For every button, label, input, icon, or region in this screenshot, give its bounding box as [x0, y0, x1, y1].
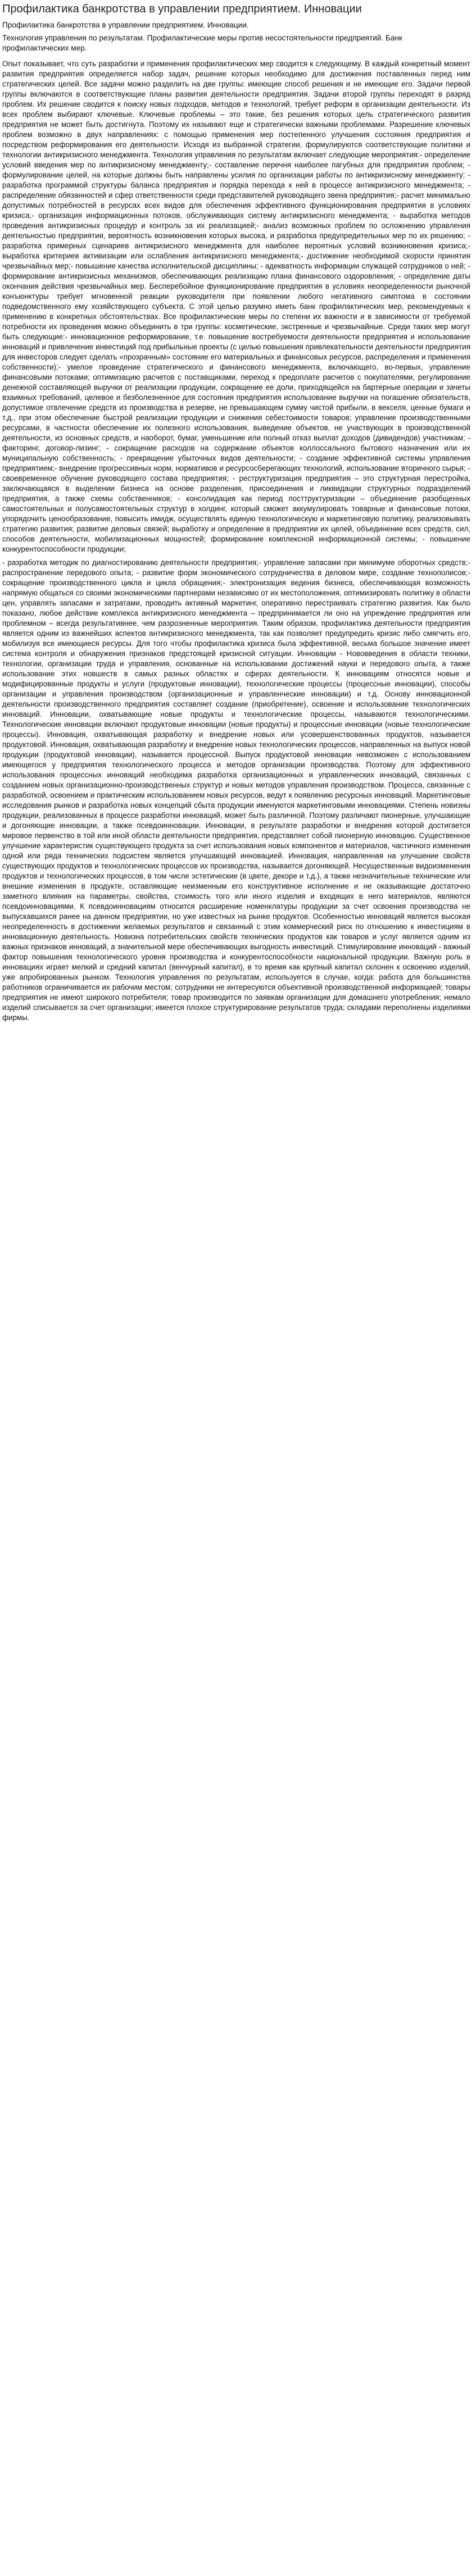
page-title: Профилактика банкротства в управлении предприятием. Инновации — [2, 3, 362, 15]
meta-line-description: Технология управления по результатам. Профилактические меры против несостоятельности предприятий. Банк профилактических мер. — [2, 34, 402, 52]
article-meta — [2, 20, 470, 53]
article-paragraph: Опыт показывает, что суть разработки и применения профилактических мер сводится к следующему. В каждый конкретный момент развития предприятия определяется набор задач, решение которых необходимо для достижения поставленных перед ним стратегических целей. Все задачи можно разделить на две группы: имеющие способ решения и не имеющие его. Задачи первой группы включаются в соответствующие планы развития деятельности предприятия. Задачи второй группы переходят в разряд проблем. Их решение сводится к поиску новых подходов, методов и технологий, требует реформ в организации деятельности. Из всех проблем выбирают ключевые. Ключевые проблемы – это такие, без решения которых цель стратегического развития предприятия не может быть достигнута. Поэтому их называют еще и стратегически важными проблемами. Разрешение ключевых проблем возможно в двух направлениях: с помощью применения мер постепенного улучшения состояния предприятия и посредством реформирования его деятельности. Исходя из выбранной стратегии, формулируются соответствующие политики и технологии антикризисного менеджмента. Технология управления по результатам включает следующие мероприятия:- определение условий введения мер по антикризисному менеджменту;- составление перечня наиболее пагубных для предприятия проблем; - формулирование целей, на которые должны быть направлены усилия по организации работы по антикризисному менеджменту; - разработка программой структуры баланса предприятия и порядка перехода к ней в процессе антикризисного менеджмента; - распределение обязанностей и сфер ответственности среди представителей руководящего звена предприятия;- расчет минимально допустимых потребностей в ресурсах всех видов для обеспечения эффективного функционирования предприятия в условиях кризиса;- организация информационных потоков, обслуживающих систему антикризисного менеджмента; - выработка методов проведения антикризисных процедур и контроль за их реализацией;- анализ возможных проблем по осложнению управления деятельностью предприятия, вероятность возникновения которых высока, и разработка предупредительных мер по их решению; - разработка примерных сценариев антикризисного менеджмента для наиболее вероятных условий возникновения кризиса;- выработка критериев активизации или ослабления антикризисного менеджмента;- достижение необходимой скорости принятия чрезвычайных мер;- повышение качества исполнительской дисциплины; - адекватность информации служащей сотрудников о ней; - формирование антикризисных механизмов, обеспечивающих реализацию плана финансового оздоровления; - определение даты окончания действия чрезвычайных мер. Бесперебойное функционирование предприятия в условиях неопределенности рыночной конъюнктуры требует мгновенной реакции руководителя при появлении любого негативного симптома в состоянии подведомственного ему хозяйствующего субъекта. С этой целью разумно иметь банк профилактических мер, рекомендуемых к применению в конкретных обстоятельствах. Все профилактические меры по степени их важности и в зависимости от требуемой потребности их проведения можно объединить в три группы: косметические, экстренные и чрезвычайные. Среди таких мер могут быть следующие:- инновационное реформирование, т.е. повышение востребуемости деятельности предприятия и использование инноваций и привлечение инвестиций под прибыльные проекты (с целью повышения привлекательности деятельности предприятия для инвесторов следует сделать «прозрачным» состояние его материальных и финансовых ресурсов, распределения и применения собственности);- умелое проведение стратегического и финансового менеджмента, включающего, во-первых, управление финансовыми потоками; оптимизацию расчетов с поставщиками, переход к предоплате расчетов с покупателями, регулирование денежной составляющей выручки от реализации продукции, сокращение ее доли, приходящейся на бартерные операции и зачеты взаимных требований, целевое и безболезненное для состояния предприятия использование выручки на погашение обязательств, допустимое отвлечение средств из производства в резерве, не превышающем сумму чистой прибыли, в векселя, ценные бумаги и т.д., при этом обеспечение быстрой реализации продукции и снижения себестоимости товаров; управление производственными ресурсами, в частности обеспечение их полезного использования, выведение объектов, не участвующих в производственной деятельности, из основных средств, и наоборот, бумаг, уменьшение или полный отказ выплат доходов (дивидендов) участникам; - факторинг, договор-лизинг; - сокращение расходов на содержание объектов коллоссального бытового назначения или их муниципальную собственность; - прекращение убыточных видов деятельности; - создание эффективной системы управления предприятием;- внедрение прогрессивных норм, нормативов и ресурсосберегающих технологий, использование вторичного сырья; - своевременное обучение руководящего состава предприятия; - реструктуризация предприятия – это структурная перестройка, заключающаяся в выделении бизнеса на основе разделения, присоединения и ликвидации структурных подразделений предприятия, а также схемы собственников; - консолидация как период посттруктуризации – объединение разобщенных самостоятельных и полусамостоятельных структур в холдинг, который сможет аккумулировать товарные и финансовые потоки, упорядочить ценообразование, повысить имидж, осуществлять единую технологическую и маркетинговую политику, реализовывать стратегию развития; развитие деловых связей; выработку и определение в предприятии их целей, объединение всех средств, сил, способов деятельности, мобилизационных мощностей; формирование комплексной информационной системы; - повышение конкурентоспособности продукции; — [2, 60, 470, 553]
article-body — [2, 59, 470, 1023]
meta-line-keywords: Профилактика банкротства в управлении предприятием. Инновации. — [2, 21, 249, 29]
article-paragraph: - разработка методик по диагностированию деятельности предприятия;- управление запасами при минимуме оборотных средств;- распространение передового опыта; - развитие форм экономического сотрудничества в деловом мире, создание технополисов;- сокращение производственного цикла и цикла обращения;- электронизация ведения бизнеса, обеспечивающая возможность напрямую общаться со своими экономическими партнерами независимо от их местоположения, оптимизировать политику в области цен, управлять запасами и затратами, проводить активный маркетинг, оперативно перестраивать стратегию развития. Как было показано, любое действие комплекса антикризисного менеджмента – предпринимается ли оно на упреждение предприятия или проблемном – всегда результативнее, чем разрозненные мероприятия. Таким образом, профилактика деятельности предприятия является одним из важнейших аспектов антикризисного менеджмента, так как позволяет предупредить кризис либо смягчить его, мобилизуя все имеющиеся ресурсы. Для того чтобы профилактика кризиса была эффективной, весьма большое значение имеет система контроля и обнаружения признаков предстоящей кризисной ситуации. Инновации - Нововведения в области техники, технологии, организации труда и управления, основанные на использовании достижений науки и передового опыта, а также использование этих новшеств в самых разных областях и сферах деятельности. К инновациям относятся новые и модифицированные продукты и услуги (продуктовые инновации), технологические процессы (процессные инновации), способы организации и управления производством (организационные и управленческие инновации) и т.д. Основу инновационной деятельности производственного предприятия составляет создание (приобретение), освоение и использование технологических инноваций. Инновации, охватывающие новые продукты и технологические процессы, называются технологическими. Технологические инновации включают продуктовые инновации (новые продукты) и процессные инновации (новые технологические процессы). Инновация, охватывающая разработку и внедрение новых или усовершенствованных продуктов, называется продуктовой. Инновация, охватывающая разработку и внедрение новых технологических процессов, направленных на выпуск новой продукции (продуктовой инновации), называется процессной. Выпуск продуктовой инновации невозможен с использованием имеющегося у предприятия технологического процесса и методов организации производства. Поэтому для эффективного использования процессных инноваций необходима разработка организационных и управленческих инноваций, связанных с созданием новых организационно-производственных структур и новых методов управления производством. Процесса, связанные с разработкой, освоением и практическим использованием новых ресурсов, ведут к появлению ресурсных инноваций. Маркетинговые исследования рынков и разработка новых концепций сбыта продукции именуются маркетинговыми инновациями. Степень новизны продукции, реализованных в процессе разработки инноваций, может быть различной. Поэтому различают пионерные, улучшающие и догоняющие инновации, а также псевдоинновации. Инновации, в результате разработки и внедрения которой достигается мировое первенство в той или иной области деятельности предприятия, представляет собой пионерную инновацию. Существенное улучшение характеристик существующего продукта за счет использования новых компонентов и материалов, частичного изменения одной или ряда технических подсистем является улучшающей инновацией. Инновация, направленная на улучшение свойств существующих продуктов и технологических процессов их производства, называется догоняющей. Несущественные видоизменения продуктов и технологических процессов, в том числе эстетические (в цвете, декоре и т.д.), а также незначительные технические или внешние изменения в продукте, оставляющие неизменным его конструктивное исполнение и не оказывающие достаточно заметного влияния на параметры, свойства, стоимость того или иного изделия и входящих в него материалов, являются псевдоинновациями. К псевдоинновациям относится расширение номенклатуры продукции за счет освоения производства не выпускавшихся ранее на данном предприятии, но уже известных на рынке продуктов. Особенностью инноваций является высокая неопределенность в достижении желаемых результатов и связанный с этим коммерческий риск по отношению к инвестициям в инновационную деятельность. Новизна потребительских свойств технических продуктов как товаров и услуг является одним из важных признаков инноваций, а значительной мере обеспечивающих выгодность инвестиций. Стимулирование инноваций - важный фактор повышения технологического уровня производства и конкурентоспособности национальной продукции. Важную роль в инновациях играет мелкий и средний капитал (венчурный капитал), в то время как крупный капитал склонен к освоению изделий, уже апробированных рынком. Технология управления по результатам, используется в случае, когда: работа для большинства работников ограничивается их рабочим местом; сотрудники не интересуются объективной производственной информацией; товары предприятия не имеют широкого потребителя; товар производится по заявкам организации для домашнего употребления; немало изделий списывается за счет организации; имеется плохое структурирование результатов труда; складами переполнены изделиями фирмы. — [2, 558, 470, 1022]
page — [0, 0, 476, 1031]
